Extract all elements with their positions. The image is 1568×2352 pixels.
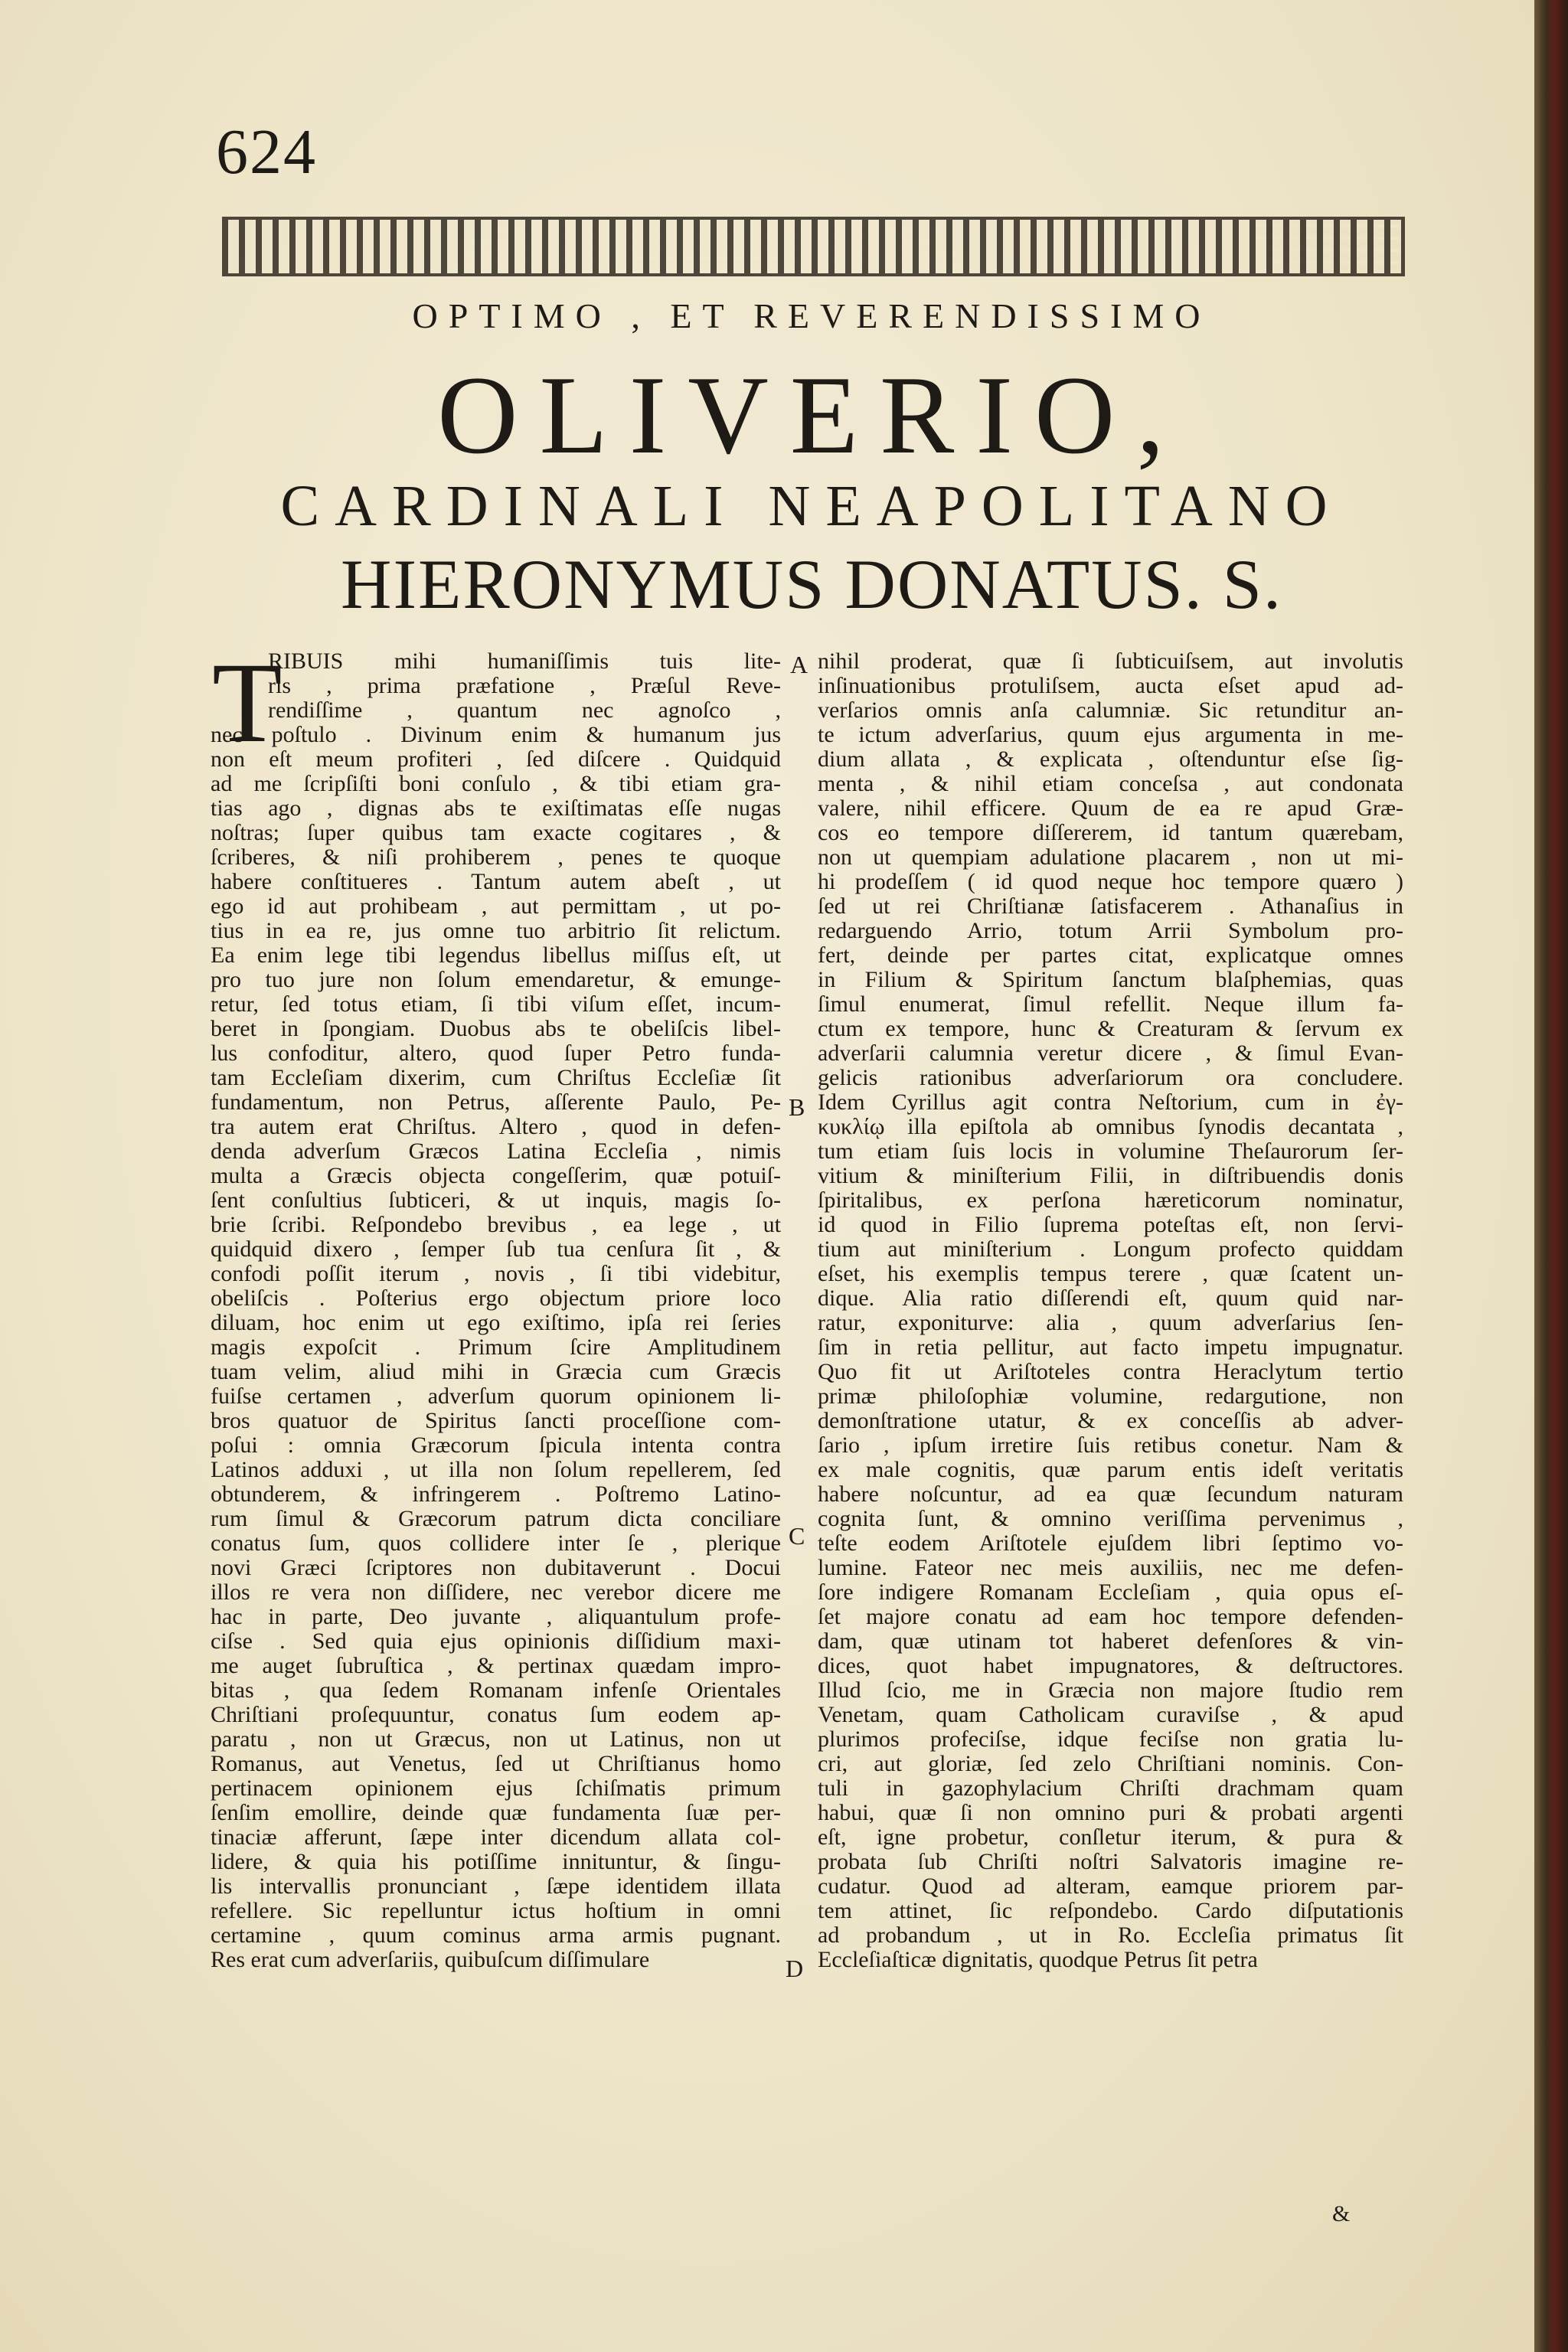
left-column-line: lus confoditur, altero, quod ſuper Petro funda- — [211, 1040, 781, 1066]
right-column-line: non ut quempiam adulatione placarem , non ut mi- — [818, 844, 1403, 870]
left-column-line: non eſt meum profiteri , ſed diſcere . Quidquid — [211, 746, 781, 772]
right-column-line: in Filium & Spiritum ſanctum blaſphemias, quas — [818, 967, 1403, 992]
right-column-line: tium aut miniſterium . Longum profecto quiddam — [818, 1236, 1403, 1262]
left-column-line: rendiſſime , quantum nec agnoſco , — [268, 697, 781, 723]
right-column-line: nihil proderat, quæ ſi ſubticuiſsem, aut involutis — [818, 648, 1403, 674]
right-column-line: teſte eodem Ariſtotele ejuſdem libri ſeptimo vo- — [818, 1530, 1403, 1556]
left-column-line: brie ſcribi. Reſpondebo brevibus , ea lege , ut — [211, 1212, 781, 1237]
heading-line-3: CARDINALI NEAPOLITANO — [280, 474, 1343, 538]
left-column-line: ſenſim emollire, deinde quæ fundamenta ſuæ per- — [211, 1800, 781, 1825]
left-column-line: noſtras; ſuper quibus tam exacte cogitares , & — [211, 820, 781, 845]
left-column-line: illos re vera non diſſidere, nec verebor dicere me — [211, 1579, 781, 1605]
left-column-line: magis expoſcit . Primum ſcire Amplitudinem — [211, 1334, 781, 1360]
right-column-line: ſim in retia pellitur, aut facto impetu impugnatur. — [818, 1334, 1403, 1360]
right-column-line: habere noſcuntur, ad ea quæ ſecundum naturam — [818, 1481, 1403, 1507]
left-column-line: fuiſse certamen , adverſum quorum opinionem li- — [211, 1383, 781, 1409]
left-column-line: conatus ſum, quos collidere inter ſe , plerique — [211, 1530, 781, 1556]
right-column-line: κυκλίῳ illa epiſtola ab omnibus ſynodis decantata , — [818, 1114, 1403, 1139]
right-column-line: Illud ſcio, me in Græcia non majore ſtudio rem — [818, 1677, 1403, 1703]
left-column-line: multa a Græcis objecta congeſſerim, quæ potuiſ- — [211, 1163, 781, 1188]
right-column-line: tuli in gazophylacium Chriſti drachmam quam — [818, 1775, 1403, 1801]
right-column-line: vitium & miniſterium Filii, in diſtribuendis donis — [818, 1163, 1403, 1188]
left-column-line: novi Græci ſcriptores non dubitaverunt . Docui — [211, 1555, 781, 1580]
left-column-line: refellere. Sic repelluntur ictus hoſtium in omni — [211, 1898, 781, 1923]
right-column-line: Idem Cyrillus agit contra Neſtorium, cum in ἐγ- — [818, 1089, 1403, 1115]
left-column-line: pertinacem opinionem ejus ſchiſmatis primum — [211, 1775, 781, 1801]
margin-letter-c: C — [789, 1522, 805, 1550]
heading-line-4: HIERONYMUS DONATUS. S. — [341, 545, 1282, 623]
left-column-line: nec poſtulo . Divinum enim & humanum jus — [211, 722, 781, 747]
margin-letter-a: A — [790, 651, 808, 678]
right-column-line: probata ſub Chriſti noſtri Salvatoris imagine re- — [818, 1849, 1403, 1874]
right-column-line: menta , & nihil etiam conceſsa , aut condonata — [818, 771, 1403, 796]
left-column-line: confodi poſſit iterum , novis , ſi tibi videbitur, — [211, 1261, 781, 1286]
right-column-line: valere, nihil efficere. Quum de ea re apud Græ- — [818, 795, 1403, 821]
ornamental-band — [222, 217, 1405, 276]
right-column-line: ad probandum , ut in Ro. Eccleſia primatus ſit — [818, 1922, 1403, 1948]
catchword: & — [1332, 2201, 1351, 2226]
left-column-line: ſcriberes, & niſi prohiberem , penes te quoque — [211, 844, 781, 870]
right-column-line: Venetam, quam Catholicam curaviſse , & apud — [818, 1702, 1403, 1727]
page-number: 624 — [216, 116, 317, 188]
left-column-line: paratu , non ut Græcus, non ut Latinus, non ut — [211, 1726, 781, 1752]
left-column-line: Ea enim lege tibi legendus libellus miſſus eſt, ut — [211, 942, 781, 968]
left-column-line: retur, ſed totus etiam, ſi tibi viſum eſſet, incum- — [211, 991, 781, 1017]
left-column-line: ego id aut prohibeam , aut permittam , ut po- — [211, 893, 781, 919]
right-column — [818, 649, 1403, 1972]
right-column-line: Eccleſiaſticæ dignitatis, quodque Petrus ſit petra — [818, 1947, 1258, 1972]
right-column-line: lumine. Fateor nec meis auxiliis, nec me defen- — [818, 1555, 1403, 1580]
heading-line-1: OPTIMO , ET REVERENDISSIMO — [412, 296, 1211, 335]
right-column-line: tem attinet, ſic reſpondebo. Cardo diſputationis — [818, 1898, 1403, 1923]
right-column-line: dices, quot habet impugnatores, & deſtructores. — [818, 1653, 1403, 1678]
left-column-line: bros quatuor de Spiritus ſancti proceſſione com- — [211, 1408, 781, 1433]
right-column-line: fert, deinde per partes citat, explicatque omnes — [818, 942, 1403, 968]
heading-line-2: OLIVERIO, — [437, 353, 1186, 477]
left-column-line: me auget ſubruſtica , & pertinax quædam impro- — [211, 1653, 781, 1678]
left-column-line: ſent conſultius ſubticeri, & ut inquis, magis ſo- — [211, 1187, 781, 1213]
right-column-line: cos eo tempore diſſererem, id tantum quærebam, — [818, 820, 1403, 845]
left-column-line: diluam, hoc enim ut ego exiſtimo, ipſa rei ſeries — [211, 1310, 781, 1335]
left-column-line: lidere, & quia his potiſſime innituntur, & ſingu- — [211, 1849, 781, 1874]
left-column-line: tra autem erat Chriſtus. Altero , quod in defen- — [211, 1114, 781, 1139]
right-column-line: demonſtratione utatur, & ex conceſſis ab adver- — [818, 1408, 1403, 1433]
left-column-line: obtunderem, & infringerem . Poſtremo Latino- — [211, 1481, 781, 1507]
right-column-line: dique. Alia ratio diſſerendi eſt, quum quid nar- — [818, 1285, 1403, 1311]
left-column-line: tius in ea re, jus omne tuo arbitrio ſit relictum. — [211, 918, 781, 943]
left-column-line: habere conſtitueres . Tantum autem abeſt , ut — [211, 869, 781, 894]
left-column-line: quidquid dixero , ſemper ſub tua cenſura ſit , & — [211, 1236, 781, 1262]
left-column-line: tias ago , dignas abs te exiſtimatas eſſe nugas — [211, 795, 781, 821]
left-column-line: ciſse . Sed quia ejus opinionis diſſidium maxi- — [211, 1628, 781, 1654]
left-column-line: ad me ſcripſiſti boni conſulo , & tibi etiam gra- — [211, 771, 781, 796]
right-column-line: eſt, igne probetur, conſletur iterum, & pura & — [818, 1824, 1403, 1850]
left-column-line: certamine , quum cominus arma armis pugnant. — [211, 1922, 781, 1948]
right-column-line: ex male cognitis, quæ parum entis ideſt veritatis — [818, 1457, 1403, 1482]
right-column-line: id quod in Filio ſuprema poteſtas eſt, non ſervi- — [818, 1212, 1403, 1237]
right-column-line: cri, aut gloriæ, ſed zelo Chriſtiani nominis. Con- — [818, 1751, 1403, 1776]
right-column-line: dium allata , & explicata , oſtenduntur eſse ſig- — [818, 746, 1403, 772]
right-column-line: habui, quæ ſi non omnino puri & probati argenti — [818, 1800, 1403, 1825]
right-column-line: adverſarii calumnia veretur dicere , & ſimul Evan- — [818, 1040, 1403, 1066]
left-column-line: denda adverſum Græcos Latina Eccleſia , nimis — [211, 1138, 781, 1164]
right-column-line: verſarios omnis anſa calumniæ. Sic retunditur an- — [818, 697, 1403, 723]
right-column-line: eſset, his exemplis tempus terere , quæ ſcatent un- — [818, 1261, 1403, 1286]
right-column-line: hi prodeſſem ( id quod neque hoc tempore quæro ) — [818, 869, 1403, 894]
right-column-line: gelicis rationibus adverſariorum ora concludere. — [818, 1065, 1403, 1090]
left-column-line: Romanus, aut Venetus, ſed ut Chriſtianus homo — [211, 1751, 781, 1776]
left-column-line: hac in parte, Deo juvante , aliquantulum profe- — [211, 1604, 781, 1629]
right-column-line: tum etiam ſuis locis in volumine Theſaurorum ſer- — [818, 1138, 1403, 1164]
right-column-line: plurimos profeciſse, idque feciſse non gratia lu- — [818, 1726, 1403, 1752]
right-column-line: te ictum adverſarius, quum ejus argumenta in me- — [818, 722, 1403, 747]
right-column-line: ſore indigere Romanam Eccleſiam , quia opus eſ- — [818, 1579, 1403, 1605]
right-column-line: ſed ut rei Chriſtianæ ſatisfacerem . Athanaſius in — [818, 893, 1403, 919]
right-column-line: redarguendo Arrio, totum Arrii Symbolum pro- — [818, 918, 1403, 943]
margin-letter-b: B — [789, 1093, 805, 1121]
right-column-line: cognita ſunt, & omnino veriſſima pervenimus , — [818, 1506, 1403, 1531]
right-column-line: ſario , ipſum irretire ſuis retibus conetur. Nam & — [818, 1432, 1403, 1458]
left-column-line: RIBUIS mihi humaniſſimis tuis lite- — [268, 648, 781, 674]
left-column-line: poſui : omnia Græcorum ſpicula intenta contra — [211, 1432, 781, 1458]
left-column-line: tam Eccleſiam dixerim, cum Chriſtus Eccleſiæ ſit — [211, 1065, 781, 1090]
right-column-line: ſet majore conatu ad eam hoc tempore defenden- — [818, 1604, 1403, 1629]
right-column-line: Quo fit ut Ariſtoteles contra Heraclytum tertio — [818, 1359, 1403, 1384]
right-column-line: dam, quæ utinam tot haberet defenſores & vin- — [818, 1628, 1403, 1654]
left-column-line: tinaciæ afferunt, ſæpe inter dicendum allata col- — [211, 1824, 781, 1850]
left-column-line: obeliſcis . Poſterius ergo objectum priore loco — [211, 1285, 781, 1311]
left-column-line: Latinos adduxi , ut illa non ſolum repellerem, ſed — [211, 1457, 781, 1482]
left-column-line: Res erat cum adverſariis, quibuſcum diſſimulare — [211, 1947, 650, 1972]
left-column — [211, 639, 781, 1972]
drop-capital: T — [212, 639, 283, 766]
left-column-line: Chriſtiani proſequuntur, conatus ſum eodem ap- — [211, 1702, 781, 1727]
right-column-line: ſimul enumerat, ſimul refellit. Neque illum fa- — [818, 991, 1403, 1017]
left-column-line: lis intervallis pronunciant , ſæpe identidem illata — [211, 1873, 781, 1899]
right-column-line: ratur, exponiturve: alia , quum adverſarius ſen- — [818, 1310, 1403, 1335]
left-column-line: rum ſimul & Græcorum patrum dicta conciliare — [211, 1506, 781, 1531]
left-column-line: tuam velim, aliud mihi in Græcia cum Græcis — [211, 1359, 781, 1384]
left-column-line: fundamentum, non Petrus, aſſerente Paulo, Pe- — [211, 1089, 781, 1115]
right-column-line: ctum ex tempore, hunc & Creaturam & ſervum ex — [818, 1016, 1403, 1041]
right-column-line: ſpiritalibus, ex perſona hæreticorum nominatur, — [818, 1187, 1403, 1213]
left-column-line: ris , prima præfatione , Præſul Reve- — [268, 673, 781, 698]
left-column-line: beret in ſpongiam. Duobus abs te obeliſcis libel- — [211, 1016, 781, 1041]
right-column-line: primæ philoſophiæ volumine, redargutione, non — [818, 1383, 1403, 1409]
margin-letter-d: D — [786, 1955, 804, 1982]
left-column-line: pro tuo jure non ſolum emendaretur, & emunge- — [211, 967, 781, 992]
right-column-line: cudatur. Quod ad alteram, eamque priorem par- — [818, 1873, 1403, 1899]
left-column-line: bitas , qua ſedem Romanam infenſe Orientales — [211, 1677, 781, 1703]
book-edge — [1534, 0, 1568, 2352]
right-column-line: inſinuationibus protuliſsem, aucta eſset apud ad- — [818, 673, 1403, 698]
